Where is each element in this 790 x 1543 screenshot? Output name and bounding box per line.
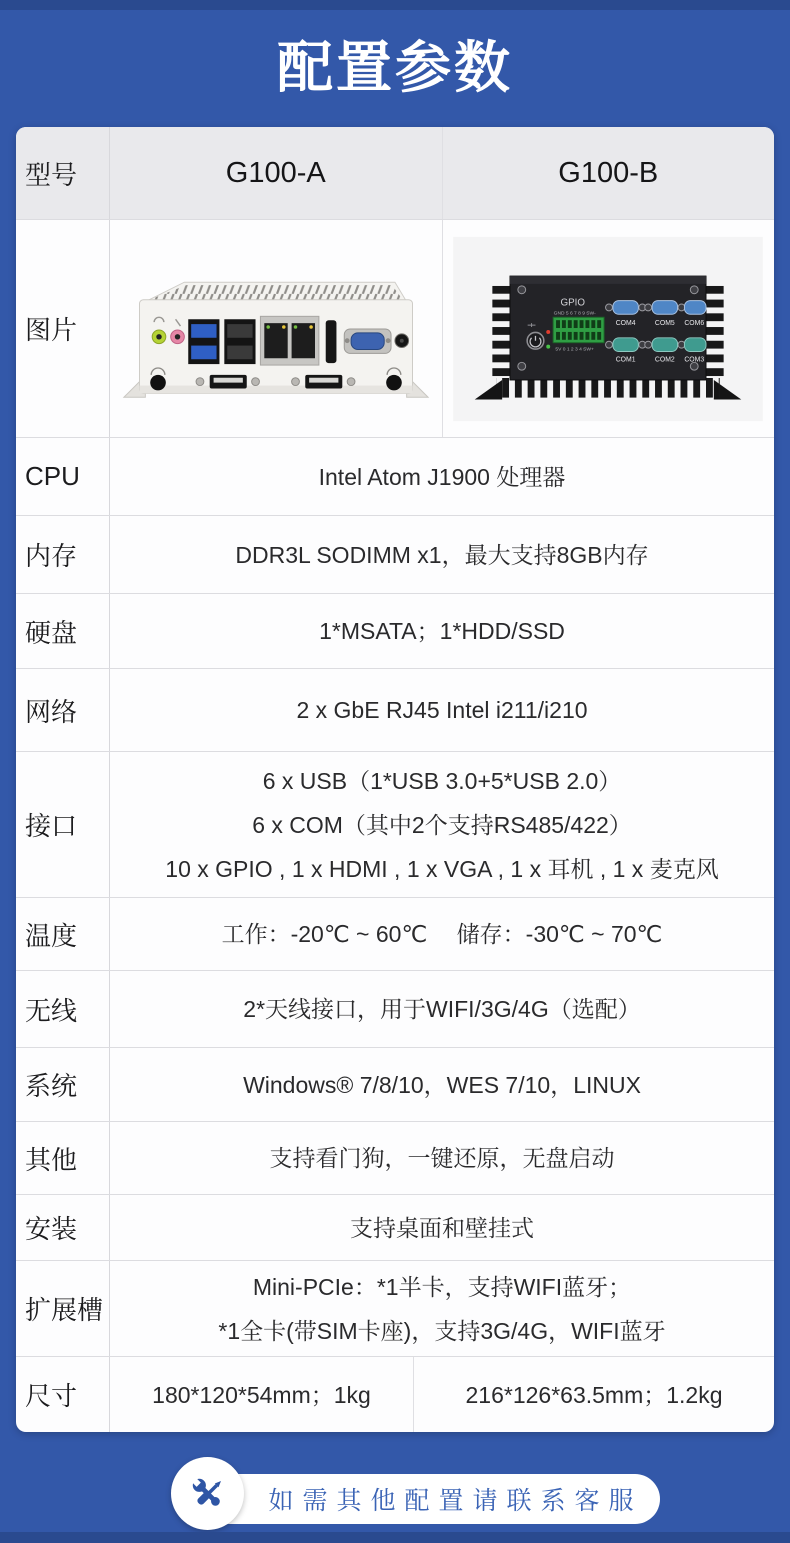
model-b-name: G100-B (558, 157, 659, 189)
spec-row-storage (16, 593, 774, 668)
gpio-top-pin-labels: GND 5 6 7 8 9 SW- (553, 310, 596, 316)
spec-label: 扩展槽 (16, 1261, 110, 1356)
gpio-terminal-block (553, 317, 604, 342)
spec-label: 网络 (16, 669, 110, 751)
spec-value-line: 支持看门狗，一键还原，无盘启动 (269, 1145, 615, 1171)
spec-table (16, 127, 774, 1432)
spec-value-line: *1全卡(带SIM卡座)，支持3G/4G，WIFI蓝牙 (218, 1317, 666, 1344)
spec-row-io (16, 751, 774, 897)
g100b-photo (449, 231, 767, 427)
hdmi-port (325, 320, 336, 363)
header-model-label: 型号 (16, 127, 110, 219)
spec-row-network (16, 668, 774, 751)
gpio-label: GPIO (560, 296, 586, 308)
size-value-model-a: 180*120*54mm；1kg (110, 1357, 414, 1432)
spec-label: 无线 (16, 971, 110, 1047)
spec-label: 尺寸 (16, 1357, 110, 1432)
contact-service-label: 如需其他配置请联系客服 (268, 1487, 643, 1515)
spec-label: 硬盘 (16, 594, 110, 668)
svg-text:COM4: COM4 (615, 319, 636, 327)
size-value-model-b: 216*126*63.5mm；1.2kg (465, 1381, 723, 1408)
spec-label: 安装 (16, 1195, 110, 1260)
spec-label: 其他 (16, 1122, 110, 1194)
model-a-name: G100-A (110, 127, 443, 219)
svg-text:COM1: COM1 (615, 355, 636, 363)
chassis-body (510, 276, 706, 380)
spec-value-line: 10 x GPIO , 1 x HDMI , 1 x VGA , 1 x 耳机 , 1 x 麦克风 (165, 855, 719, 882)
contact-service-button[interactable] (205, 1474, 660, 1524)
bottom-accent-band (0, 1532, 790, 1543)
spec-value-line: Windows® 7/8/10，WES 7/10，LINUX (243, 1071, 641, 1098)
heatsink-fins-bottom (497, 378, 720, 398)
spec-row-mounting (16, 1194, 774, 1260)
spec-row-memory (16, 515, 774, 593)
power-led (547, 344, 551, 348)
spec-value-line: 2*天线接口，用于WIFI/3G/4G（选配） (243, 996, 641, 1022)
page-title: 配置参数 (277, 36, 513, 99)
g100b-photo-cell (443, 220, 775, 437)
spec-label: CPU (16, 438, 110, 515)
svg-text:COM5: COM5 (655, 319, 676, 327)
image-row (16, 219, 774, 437)
com-ports-bottom-row (606, 337, 706, 363)
spec-value-line: 6 x COM（其中2个支持RS485/422） (252, 811, 632, 838)
tools-icon-badge (171, 1457, 244, 1530)
spec-label: 系统 (16, 1048, 110, 1121)
g100a-photo-cell (110, 220, 443, 437)
spec-row-temperature (16, 897, 774, 970)
spec-value-line: 2 x GbE RJ45 Intel i211/i210 (296, 697, 588, 723)
spec-row-os (16, 1047, 774, 1121)
g100a-photo (120, 231, 432, 427)
heatsink-fins-right (704, 285, 724, 379)
top-accent-band (0, 0, 790, 10)
antenna-hole-left (150, 374, 166, 390)
heatsink-fins-left (493, 285, 513, 379)
svg-text:COM2: COM2 (655, 355, 676, 363)
spec-row-cpu (16, 437, 774, 515)
spec-row-expansion (16, 1260, 774, 1356)
spec-label: 温度 (16, 898, 110, 970)
spec-row-size (16, 1356, 774, 1432)
spec-value-line: 1*MSATA；1*HDD/SSD (319, 618, 565, 644)
gpio-bottom-pin-labels: 5V 0 1 2 3 4 SW+ (555, 347, 595, 353)
svg-text:COM6: COM6 (684, 319, 705, 327)
spec-value-line: 工作：-20℃ ~ 60℃ 储存：-30℃ ~ 70℃ (221, 921, 663, 947)
vga-port (344, 329, 391, 353)
spec-row-wireless (16, 970, 774, 1047)
antenna-hole-right (386, 374, 402, 390)
table-header-row (16, 127, 774, 219)
spec-row-other (16, 1121, 774, 1194)
com-ports-top-row (606, 300, 706, 327)
hdd-led (547, 329, 551, 333)
wrench-screwdriver-icon (187, 1473, 229, 1515)
spec-value-line: DDR3L SODIMM x1，最大支持8GB内存 (235, 541, 649, 568)
image-row-label: 图片 (16, 220, 110, 437)
spec-value-line: 支持桌面和壁挂式 (350, 1214, 534, 1241)
spec-label: 内存 (16, 516, 110, 593)
spec-value-line: Intel Atom J1900 处理器 (318, 463, 566, 490)
svg-text:COM3: COM3 (684, 355, 705, 363)
spec-value-line: 6 x USB（1*USB 3.0+5*USB 2.0） (262, 767, 622, 794)
spec-label: 接口 (16, 752, 110, 897)
spec-value-line: Mini-PCIe：*1半卡，支持WIFI蓝牙； (252, 1273, 632, 1300)
